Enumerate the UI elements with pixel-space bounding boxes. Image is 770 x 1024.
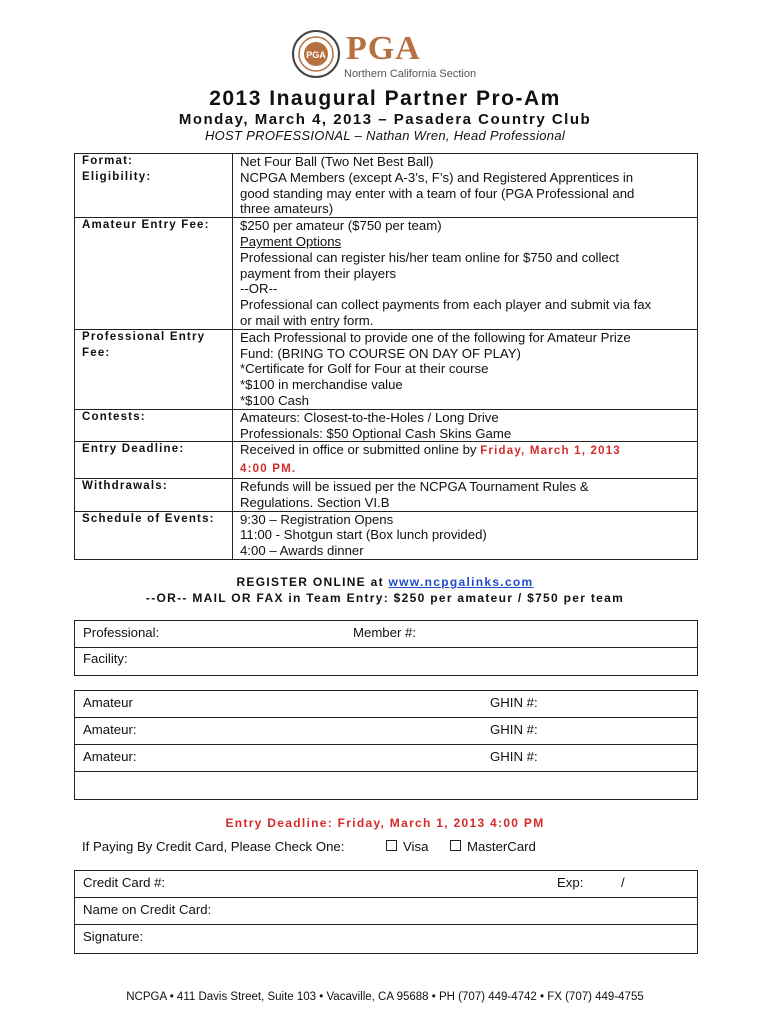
row-format-eligibility [75,154,697,217]
logo-wordmark: PGA [346,30,421,67]
label-amateur-fee: Amateur Entry Fee: [82,219,210,232]
label-pro-fee-2: Fee: [82,346,111,359]
ghin-3-field[interactable]: GHIN #: [490,749,538,764]
label-contests: Contests: [82,410,146,423]
row-amateur-fee [75,217,697,329]
value-amateur-fee-7: or mail with entry form. [240,312,374,328]
amateur-2-field[interactable]: Amateur: [83,722,137,737]
label-entry-deadline: Entry Deadline: [82,443,185,456]
ghin-2-field[interactable]: GHIN #: [490,722,538,737]
label-withdrawals: Withdrawals: [82,479,168,492]
page-title: 2013 Inaugural Partner Pro-Am [209,87,561,110]
amateur-3-field[interactable]: Amateur: [83,749,137,764]
expiration-slash: / [621,875,625,890]
value-eligibility-2: good standing may enter with a team of four (PGA Professional and [240,185,635,201]
amateurs-form [74,690,698,800]
value-withdrawals-1: Refunds will be issued per the NCPGA Tournament Rules & [240,478,589,494]
value-amateur-fee-6: Professional can collect payments from each player and submit via fax [240,297,652,313]
row-schedule [75,511,697,559]
value-pro-fee-5: *$100 Cash [240,392,309,408]
footer-contact: NCPGA • 411 Davis Street, Suite 103 • Vacaville, CA 95688 • PH (707) 449-4742 • FX (707) 449-4755 [126,991,644,1003]
value-amateur-fee-3: Professional can register his/her team online for $750 and collect [240,249,619,265]
mastercard-label: MasterCard [467,839,536,854]
label-pro-fee-1: Professional Entry [82,330,206,343]
label-eligibility: Eligibility: [82,170,152,183]
expiration-field[interactable]: Exp: [557,875,584,890]
signature-field[interactable]: Signature: [83,929,144,944]
register-link[interactable]: www.ncpgalinks.com [388,575,534,589]
professional-field[interactable]: Professional: [83,625,160,640]
credit-card-number-field[interactable]: Credit Card #: [83,875,166,890]
value-eligibility-1: NCPGA Members (except A-3’s, F’s) and Registered Apprentices in [240,169,634,185]
pga-logo [292,24,492,84]
value-schedule-1: 9:30 – Registration Opens [240,511,394,527]
register-mail-fax: --OR-- MAIL OR FAX in Team Entry: $250 per amateur / $750 per team [145,591,625,605]
value-pro-fee-2: Fund: (BRING TO COURSE ON DAY OF PLAY) [240,345,521,361]
value-pro-fee-1: Each Professional to provide one of the following for Amateur Prize [240,329,631,345]
value-amateur-fee-5: --OR-- [240,281,278,297]
register-online [0,575,770,590]
visa-label: Visa [403,839,429,854]
value-contests-1: Amateurs: Closest-to-the-Holes / Long Drive [240,409,499,425]
ghin-1-field[interactable]: GHIN #: [490,695,538,710]
pga-seal-icon [292,30,340,78]
credit-card-form [74,870,698,954]
event-info-table [74,153,698,560]
deadline-time: 4:00 PM. [240,463,297,476]
label-schedule: Schedule of Events: [82,512,215,525]
value-amateur-fee-4: payment from their players [240,265,397,281]
value-deadline-text: Received in office or submitted online by [240,442,481,458]
payment-prompt: If Paying By Credit Card, Please Check One: [82,839,345,854]
value-pro-fee-3: *Certificate for Golf for Four at their course [240,361,489,377]
value-pro-fee-4: *$100 in merchandise value [240,377,403,393]
logo-section-name: Northern California Section [344,68,477,80]
value-contests-2: Professionals: $50 Optional Cash Skins Game [240,425,512,441]
value-amateur-fee-1: $250 per amateur ($750 per team) [240,218,442,234]
label-format: Format: [82,155,134,167]
facility-field[interactable]: Facility: [83,651,128,666]
svg-text:PGA: PGA [306,50,326,60]
deadline-date: Friday, March 1, 2013 [480,445,621,458]
visa-checkbox-icon[interactable] [386,840,397,851]
mastercard-checkbox-icon[interactable] [450,840,461,851]
entry-deadline-notice: Entry Deadline: Friday, March 1, 2013 4:00 PM [225,816,545,830]
row-entry-deadline [75,441,697,478]
value-eligibility-3: three amateurs) [240,201,334,217]
visa-option[interactable] [386,839,428,855]
host-professional: HOST PROFESSIONAL – Nathan Wren, Head Professional [204,128,566,143]
row-pro-fee [75,329,697,409]
amateur-1-field[interactable]: Amateur [83,695,133,710]
member-number-field[interactable]: Member #: [353,625,417,640]
value-withdrawals-2: Regulations. Section VI.B [240,494,390,510]
value-schedule-3: 4:00 – Awards dinner [240,543,364,559]
value-format: Net Four Ball (Two Net Best Ball) [240,154,434,169]
payment-options-heading: Payment Options [240,233,342,249]
event-subtitle: Monday, March 4, 2013 – Pasadera Country Club [178,111,592,128]
row-withdrawals [75,478,697,511]
name-on-card-field[interactable]: Name on Credit Card: [83,902,212,917]
value-schedule-2: 11:00 - Shotgun start (Box lunch provided) [240,527,487,543]
register-prefix: REGISTER ONLINE at [236,575,389,589]
professional-form [74,620,698,676]
row-contests [75,409,697,442]
mastercard-option[interactable] [450,839,536,855]
